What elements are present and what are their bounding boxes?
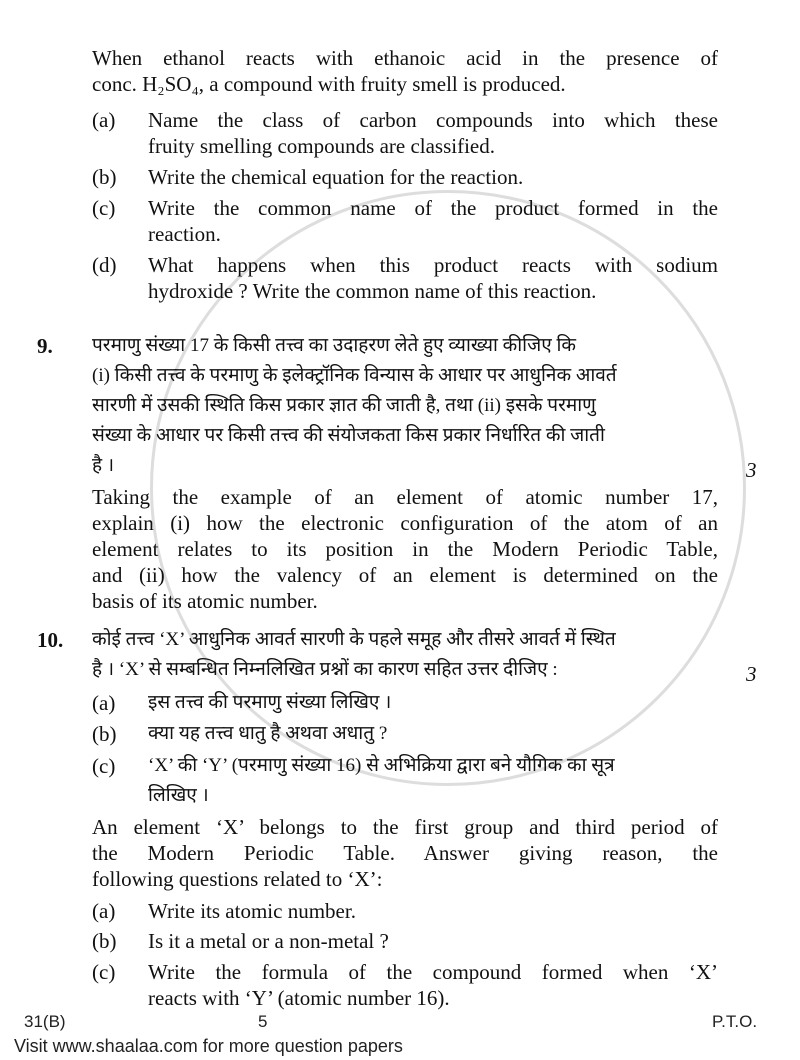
q8-part-label: (a) — [92, 108, 116, 132]
q8-part-text: reaction. — [148, 222, 221, 246]
q10-english-line: An element ‘X’ belongs to the first group and third period of — [92, 815, 718, 839]
q10-marks: 3 — [746, 662, 757, 686]
visit-link[interactable]: Visit www.shaalaa.com for more question papers — [14, 1036, 403, 1056]
q10-english-line: following questions related to ‘X’: — [92, 867, 383, 891]
q8-part-label: (d) — [92, 253, 117, 277]
q9-english-line: Taking the example of an element of atomic number 17, — [92, 485, 718, 509]
q9-english-line: element relates to its position in the Modern Periodic Table, — [92, 537, 718, 561]
q8-part-text: Name the class of carbon compounds into which these — [148, 108, 718, 132]
pto-label: P.T.O. — [712, 1012, 758, 1031]
q10-hindi-part-label: (a) — [92, 691, 116, 715]
q9-english-line: and (ii) how the valency of an element is determined on the — [92, 563, 718, 587]
q8-part-text: Write the chemical equation for the reaction. — [148, 165, 524, 189]
q9-hindi-line: सारणी में उसकी स्थिति किस प्रकार ज्ञात की जाती है, तथा (ii) इसके परमाणु — [92, 395, 596, 416]
q10-part-text: Write the formula of the compound formed when ‘X’ — [148, 960, 718, 984]
q9-english-line: basis of its atomic number. — [92, 589, 318, 613]
q10-hindi-part-text: ‘X’ की ‘Y’ (परमाणु संख्या 16) से अभिक्रिया द्वारा बने यौगिक का सूत्र — [148, 755, 615, 776]
q9-hindi-line: संख्या के आधार पर किसी तत्त्व की संयोजकता किस प्रकार निर्धारित की जाती — [92, 425, 605, 446]
q10-part-label: (b) — [92, 929, 117, 953]
q10-hindi-part-text: लिखिए । — [148, 785, 209, 806]
q9-number: 9. — [37, 334, 53, 358]
q10-hindi-part-text: इस तत्त्व की परमाणु संख्या लिखिए । — [148, 692, 392, 713]
paper-code: 31(B) — [24, 1012, 66, 1031]
q8-part-text: What happens when this product reacts with sodium — [148, 253, 718, 277]
q9-english-line: explain (i) how the electronic configuration of the atom of an — [92, 511, 718, 535]
q8-part-label: (c) — [92, 196, 116, 220]
q10-hindi-line: कोई तत्त्व ‘X’ आधुनिक आवर्त सारणी के पहले समूह और तीसरे आवर्त में स्थित — [92, 629, 616, 650]
q10-part-text: reacts with ‘Y’ (atomic number 16). — [148, 986, 450, 1010]
q9-marks: 3 — [746, 458, 757, 482]
q8-intro-line: When ethanol reacts with ethanoic acid in the presence of — [92, 46, 718, 70]
q9-hindi-line: (i) किसी तत्त्व के परमाणु के इलेक्ट्रॉनिक विन्यास के आधार पर आधुनिक आवर्त — [92, 365, 617, 386]
q10-hindi-line: है । ‘X’ से सम्बन्धित निम्नलिखित प्रश्नों का कारण सहित उत्तर दीजिए : — [92, 659, 558, 680]
q10-hindi-part-label: (b) — [92, 722, 117, 746]
q10-english-line: the Modern Periodic Table. Answer giving reason, the — [92, 841, 718, 865]
q8-intro-line: conc. H₂SO₄, a compound with fruity smell is produced. — [92, 72, 566, 96]
q10-number: 10. — [37, 628, 64, 652]
q10-hindi-part-text: क्या यह तत्त्व धातु है अथवा अधातु ? — [148, 723, 388, 744]
q10-part-label: (a) — [92, 899, 116, 923]
q9-hindi-line: परमाणु संख्या 17 के किसी तत्त्व का उदाहरण लेते हुए व्याख्या कीजिए कि — [92, 335, 576, 356]
q8-part-label: (b) — [92, 165, 117, 189]
q10-hindi-part-label: (c) — [92, 754, 116, 778]
q8-part-text: fruity smelling compounds are classified. — [148, 134, 496, 158]
q8-part-text: Write the common name of the product formed in the — [148, 196, 718, 220]
q10-part-text: Write its atomic number. — [148, 899, 356, 923]
q9-hindi-line: है । — [92, 455, 115, 476]
page-number: 5 — [258, 1012, 268, 1031]
q8-part-text: hydroxide ? Write the common name of this reaction. — [148, 279, 597, 303]
q10-part-text: Is it a metal or a non-metal ? — [148, 929, 389, 953]
q10-part-label: (c) — [92, 960, 116, 984]
